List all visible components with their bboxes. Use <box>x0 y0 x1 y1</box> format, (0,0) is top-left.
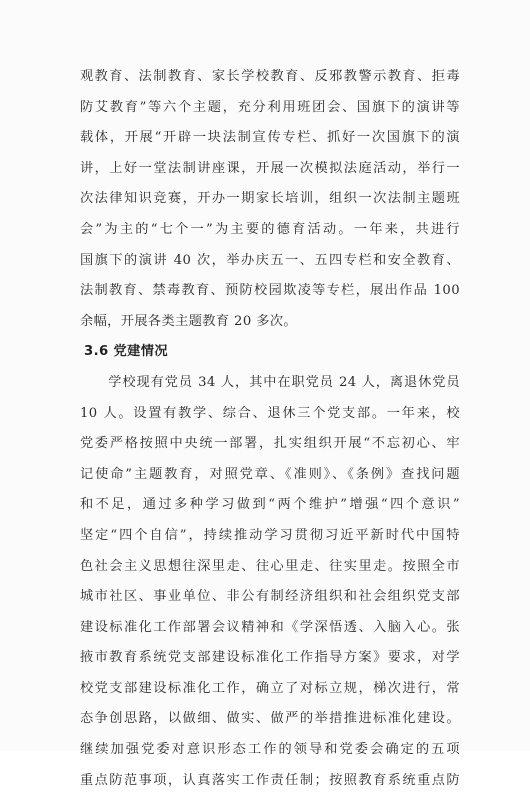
text-line: 学校现有党员 34 人，其中在职党员 24 人，离退休党员 <box>80 374 460 390</box>
text-line: 余幅，开展各类主题教育 20 多次。 <box>80 313 297 329</box>
text-line: 继续加强党委对意识形态工作的领导和党委会确定的五项 <box>80 742 460 758</box>
text-line: 校党支部建设标准化工作，确立了对标立规，梯次进行，常 <box>80 680 460 696</box>
text-line: 坚定“四个自信”，持续推动学习贯彻习近平新时代中国特 <box>80 527 460 543</box>
text-line: 法制教育、禁毒教育、预防校园欺凌等专栏，展出作品 100 <box>80 283 460 299</box>
text-line: 建设标准化工作部署会议精神和《学深悟透、入脑入心。张 <box>80 619 460 635</box>
paragraph-1 <box>80 62 460 337</box>
text-line: 观教育、法制教育、家长学校教育、反邪教警示教育、拒毒 <box>80 69 460 84</box>
text-line: 城市社区、事业单位、非公有制经济组织和社会组织党支部 <box>80 589 460 605</box>
section-heading: 3.6 党建情况 <box>84 344 168 360</box>
text-line: 10 人。设置有教学、综合、退休三个党支部。一年来，校 <box>80 405 460 421</box>
text-line: 态争创思路，以做细、做实、做严的举措推进标准化建设。 <box>80 711 460 727</box>
text-line: 讲，上好一堂法制讲座课，开展一次模拟法庭活动，举行一 <box>80 160 460 176</box>
paragraph-2 <box>80 368 460 796</box>
text-line: 防艾教育”等六个主题，充分利用班团会、国旗下的演讲等 <box>80 99 460 115</box>
text-line: 国旗下的演讲 40 次，举办庆五一、五四专栏和安全教育、 <box>80 252 460 268</box>
text-line: 载体，开展“开辟一块法制宣传专栏、抓好一次国旗下的演 <box>80 130 460 146</box>
text-line: 会”为主的“七个一”为主要的德育活动。一年来，共进行 <box>80 221 460 237</box>
text-line: 记使命”主题教育，对照党章、《准则》、《条例》查找问题 <box>80 466 460 482</box>
text-line: 次法律知识竞赛，开办一期家长培训，组织一次法制主题班 <box>80 191 460 207</box>
text-line: 党委严格按照中央统一部署，扎实组织开展“不忘初心、牢 <box>80 436 460 452</box>
text-line: 色社会主义思想往深里走、往心里走、往实里走。按照全市 <box>80 558 460 574</box>
text-line: 重点防范事项，认真落实工作责任制；按照教育系统重点防 <box>80 772 460 788</box>
text-line: 掖市教育系统党支部建设标准化工作指导方案》要求，对学 <box>80 650 460 666</box>
document-body <box>80 62 460 796</box>
text-line: 和不足，通过多种学习做到“两个维护”增强“四个意识” <box>80 497 460 513</box>
